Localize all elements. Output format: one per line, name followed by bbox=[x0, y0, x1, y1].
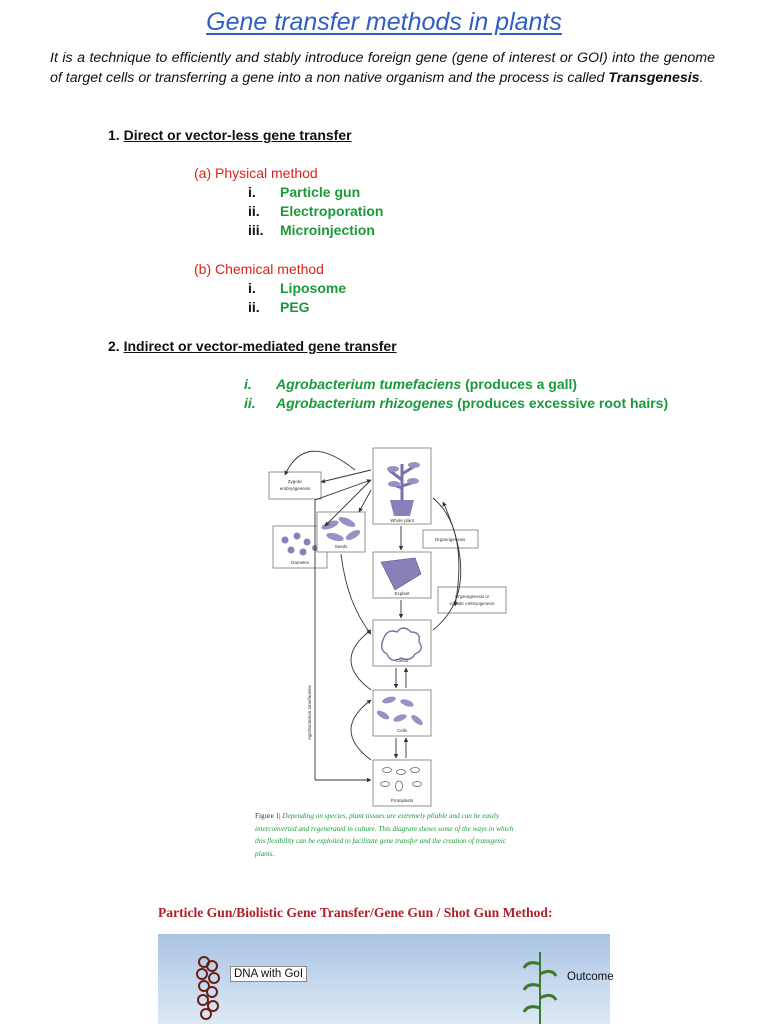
organism-name: Agrobacterium tumefaciens bbox=[276, 376, 462, 392]
list-num: ii. bbox=[244, 395, 256, 411]
whole-plant-box bbox=[373, 448, 431, 524]
list-item bbox=[244, 395, 668, 411]
list-label: Microinjection bbox=[280, 222, 375, 238]
caption-text: Depending on species, plant tissues are extremely pliable and can be easily interconverted and regenerated in culture. This diagram shows some of the ways in which this flexibility can be exploited to facilitate gene transfer and the creation of transgenic plants. bbox=[255, 812, 514, 858]
organogenesis2-box bbox=[438, 587, 506, 613]
plant-outcome-icon bbox=[520, 944, 560, 1024]
list-label: Particle gun bbox=[280, 184, 361, 200]
regeneration-diagram bbox=[255, 440, 515, 815]
gametes-label: Gametes bbox=[290, 560, 310, 565]
section1-number: 1. bbox=[108, 127, 120, 143]
cells-box bbox=[373, 690, 431, 736]
organogenesis2-label-1: Organogenesis or bbox=[454, 594, 490, 599]
list-num: ii. bbox=[248, 299, 260, 315]
cells-label: Cells bbox=[396, 728, 408, 733]
zygotic-label-1: Zygotic bbox=[287, 479, 303, 484]
organism-name: Agrobacterium rhizogenes bbox=[276, 395, 454, 411]
list-item bbox=[248, 184, 360, 200]
particle-gun-title: Particle Gun/Biolistic Gene Transfer/Gene Gun / Shot Gun Method: bbox=[158, 905, 553, 920]
zygotic-box bbox=[269, 472, 321, 499]
list-item bbox=[248, 222, 375, 238]
intro-end: . bbox=[699, 70, 704, 86]
organogenesis-label: Organogenesis bbox=[434, 537, 466, 542]
list-item bbox=[244, 376, 577, 392]
leaf-icon bbox=[388, 481, 400, 487]
section1-label: Direct or vector-less gene transfer bbox=[123, 127, 352, 143]
pot-icon bbox=[390, 500, 414, 516]
chemical-method-heading: (b) Chemical method bbox=[194, 261, 324, 277]
caption-label: Figure 1| bbox=[255, 812, 281, 820]
organogenesis2-label-2: somatic embryogenesis bbox=[449, 601, 495, 606]
list-label: PEG bbox=[280, 299, 310, 315]
physical-method-heading: (a) Physical method bbox=[194, 165, 318, 181]
agrobacterium-label: Agrobacterium tumefaciens bbox=[307, 685, 312, 740]
list-num: i. bbox=[244, 376, 252, 392]
section2-label: Indirect or vector-mediated gene transfer bbox=[123, 338, 397, 354]
leaf-icon bbox=[387, 466, 399, 472]
seeds-box bbox=[317, 512, 365, 552]
protoplasts-label: Protoplasts bbox=[390, 798, 414, 803]
organism-note: (produces excessive root hairs) bbox=[457, 395, 669, 411]
explant-label: Explant bbox=[394, 591, 410, 596]
dna-coil-icon bbox=[194, 954, 224, 1024]
list-item bbox=[248, 299, 310, 315]
leaf-icon bbox=[408, 462, 420, 468]
dna-label: DNA with GoI bbox=[230, 966, 307, 982]
explant-box bbox=[373, 552, 431, 598]
section2-heading bbox=[108, 338, 397, 354]
list-label: Liposome bbox=[280, 280, 347, 296]
list-label: Electroporation bbox=[280, 203, 384, 219]
list-num: ii. bbox=[248, 203, 260, 219]
list-item bbox=[248, 203, 383, 219]
seeds-label: Seeds bbox=[334, 544, 348, 549]
zygotic-label-2: embryogenesis bbox=[279, 486, 311, 491]
figure-caption bbox=[255, 810, 515, 860]
list-num: i. bbox=[248, 280, 256, 296]
outcome-label: Outcome bbox=[567, 971, 614, 983]
section2-number: 2. bbox=[108, 338, 120, 354]
protoplasts-box bbox=[373, 760, 431, 806]
intro-text: It is a technique to efficiently and stably introduce foreign gene (gene of interest or GOI) into the genome of target cells or transferring a gene into a non native organism and the process is called bbox=[50, 50, 715, 86]
intro-paragraph bbox=[50, 48, 715, 88]
intro-bold-term: Transgenesis bbox=[608, 70, 700, 86]
particle-gun-panel bbox=[158, 934, 614, 1024]
list-num: iii. bbox=[248, 222, 264, 238]
whole-plant-label: Whole plant bbox=[390, 518, 414, 523]
list-item bbox=[248, 280, 346, 296]
callus-label: Callus bbox=[395, 658, 409, 663]
organogenesis-box bbox=[423, 530, 478, 548]
callus-box bbox=[373, 620, 431, 666]
section1-heading bbox=[108, 127, 352, 143]
leaf-icon bbox=[407, 478, 419, 484]
organism-note: (produces a gall) bbox=[465, 376, 578, 392]
page-title: Gene transfer methods in plants bbox=[206, 8, 562, 36]
list-num: i. bbox=[248, 184, 256, 200]
